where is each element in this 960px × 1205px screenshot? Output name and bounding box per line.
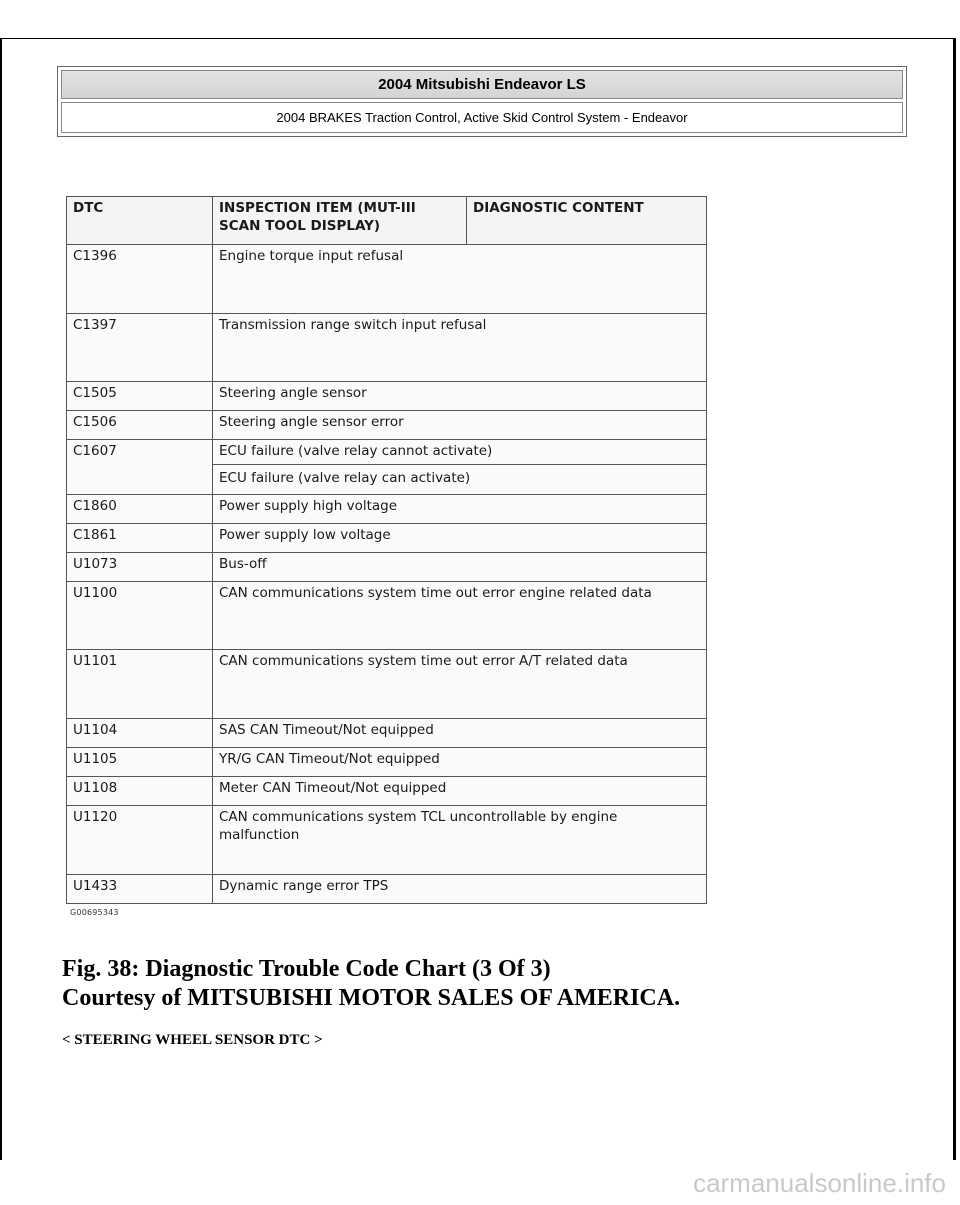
document-header — [57, 66, 907, 137]
watermark: carmanualsonline.info — [693, 1168, 946, 1198]
dtc-code: U1073 — [67, 552, 213, 581]
dtc-code: C1861 — [67, 523, 213, 552]
table-row — [67, 523, 707, 552]
table-row — [67, 806, 707, 874]
document-title: 2004 BRAKES Traction Control, Active Skid Control System - Endeavor — [276, 110, 688, 125]
table-row — [67, 411, 707, 440]
dtc-code: U1101 — [67, 650, 213, 718]
dtc-code: C1396 — [67, 245, 213, 313]
table-row — [67, 777, 707, 806]
dtc-chart-image — [66, 196, 706, 920]
inspection-item: CAN communications system time out error A/T related data — [213, 650, 707, 718]
section-label: < STEERING WHEEL SENSOR DTC > — [62, 1032, 323, 1048]
inspection-item — [213, 440, 707, 494]
inspection-item: Power supply high voltage — [213, 494, 707, 523]
inspection-item: Power supply low voltage — [213, 523, 707, 552]
inspection-item: SAS CAN Timeout/Not equipped — [213, 718, 707, 747]
inspection-item: Bus-off — [213, 552, 707, 581]
dtc-table — [66, 196, 707, 904]
column-header-dtc: DTC — [67, 197, 213, 245]
dtc-code: C1607 — [67, 440, 213, 494]
inspection-item-line: ECU failure (valve relay can activate) — [213, 464, 706, 487]
dtc-code: U1105 — [67, 748, 213, 777]
table-row — [67, 440, 707, 494]
column-header-inspection-item: INSPECTION ITEM (MUT-III SCAN TOOL DISPLAY) — [213, 197, 467, 245]
table-row — [67, 650, 707, 718]
inspection-item: Steering angle sensor error — [213, 411, 707, 440]
inspection-item: Dynamic range error TPS — [213, 874, 707, 903]
table-row — [67, 748, 707, 777]
figure-courtesy: Courtesy of MITSUBISHI MOTOR SALES OF AMERICA. — [62, 985, 681, 1011]
dtc-code: U1108 — [67, 777, 213, 806]
dtc-code: U1433 — [67, 874, 213, 903]
dtc-code: U1100 — [67, 582, 213, 650]
table-row — [67, 313, 707, 381]
dtc-code: C1505 — [67, 382, 213, 411]
dtc-code: C1506 — [67, 411, 213, 440]
table-row — [67, 874, 707, 903]
figure-caption — [62, 955, 680, 1013]
vehicle-title: 2004 Mitsubishi Endeavor LS — [378, 76, 586, 93]
table-row — [67, 382, 707, 411]
inspection-item-line: ECU failure (valve relay cannot activate) — [219, 443, 493, 460]
header-title-row — [61, 70, 903, 99]
inspection-item: CAN communications system TCL uncontrollable by engine malfunction — [213, 806, 707, 874]
dtc-code: U1120 — [67, 806, 213, 874]
inspection-item: Transmission range switch input refusal — [213, 313, 707, 381]
inspection-item: Engine torque input refusal — [213, 245, 707, 313]
table-row — [67, 582, 707, 650]
inspection-item: Meter CAN Timeout/Not equipped — [213, 777, 707, 806]
table-row — [67, 245, 707, 313]
header-subtitle-row — [61, 102, 903, 133]
image-code: G00695343 — [70, 908, 119, 917]
inspection-item: CAN communications system time out error engine related data — [213, 582, 707, 650]
inspection-item: YR/G CAN Timeout/Not equipped — [213, 748, 707, 777]
figure-title: Fig. 38: Diagnostic Trouble Code Chart (3 Of 3) — [62, 956, 551, 982]
dtc-code: C1397 — [67, 313, 213, 381]
table-row — [67, 552, 707, 581]
column-header-diagnostic-content: DIAGNOSTIC CONTENT — [467, 197, 707, 245]
inspection-item: Steering angle sensor — [213, 382, 707, 411]
dtc-code: C1860 — [67, 494, 213, 523]
table-row — [67, 494, 707, 523]
table-header-row — [67, 197, 707, 245]
table-row — [67, 718, 707, 747]
dtc-code: U1104 — [67, 718, 213, 747]
